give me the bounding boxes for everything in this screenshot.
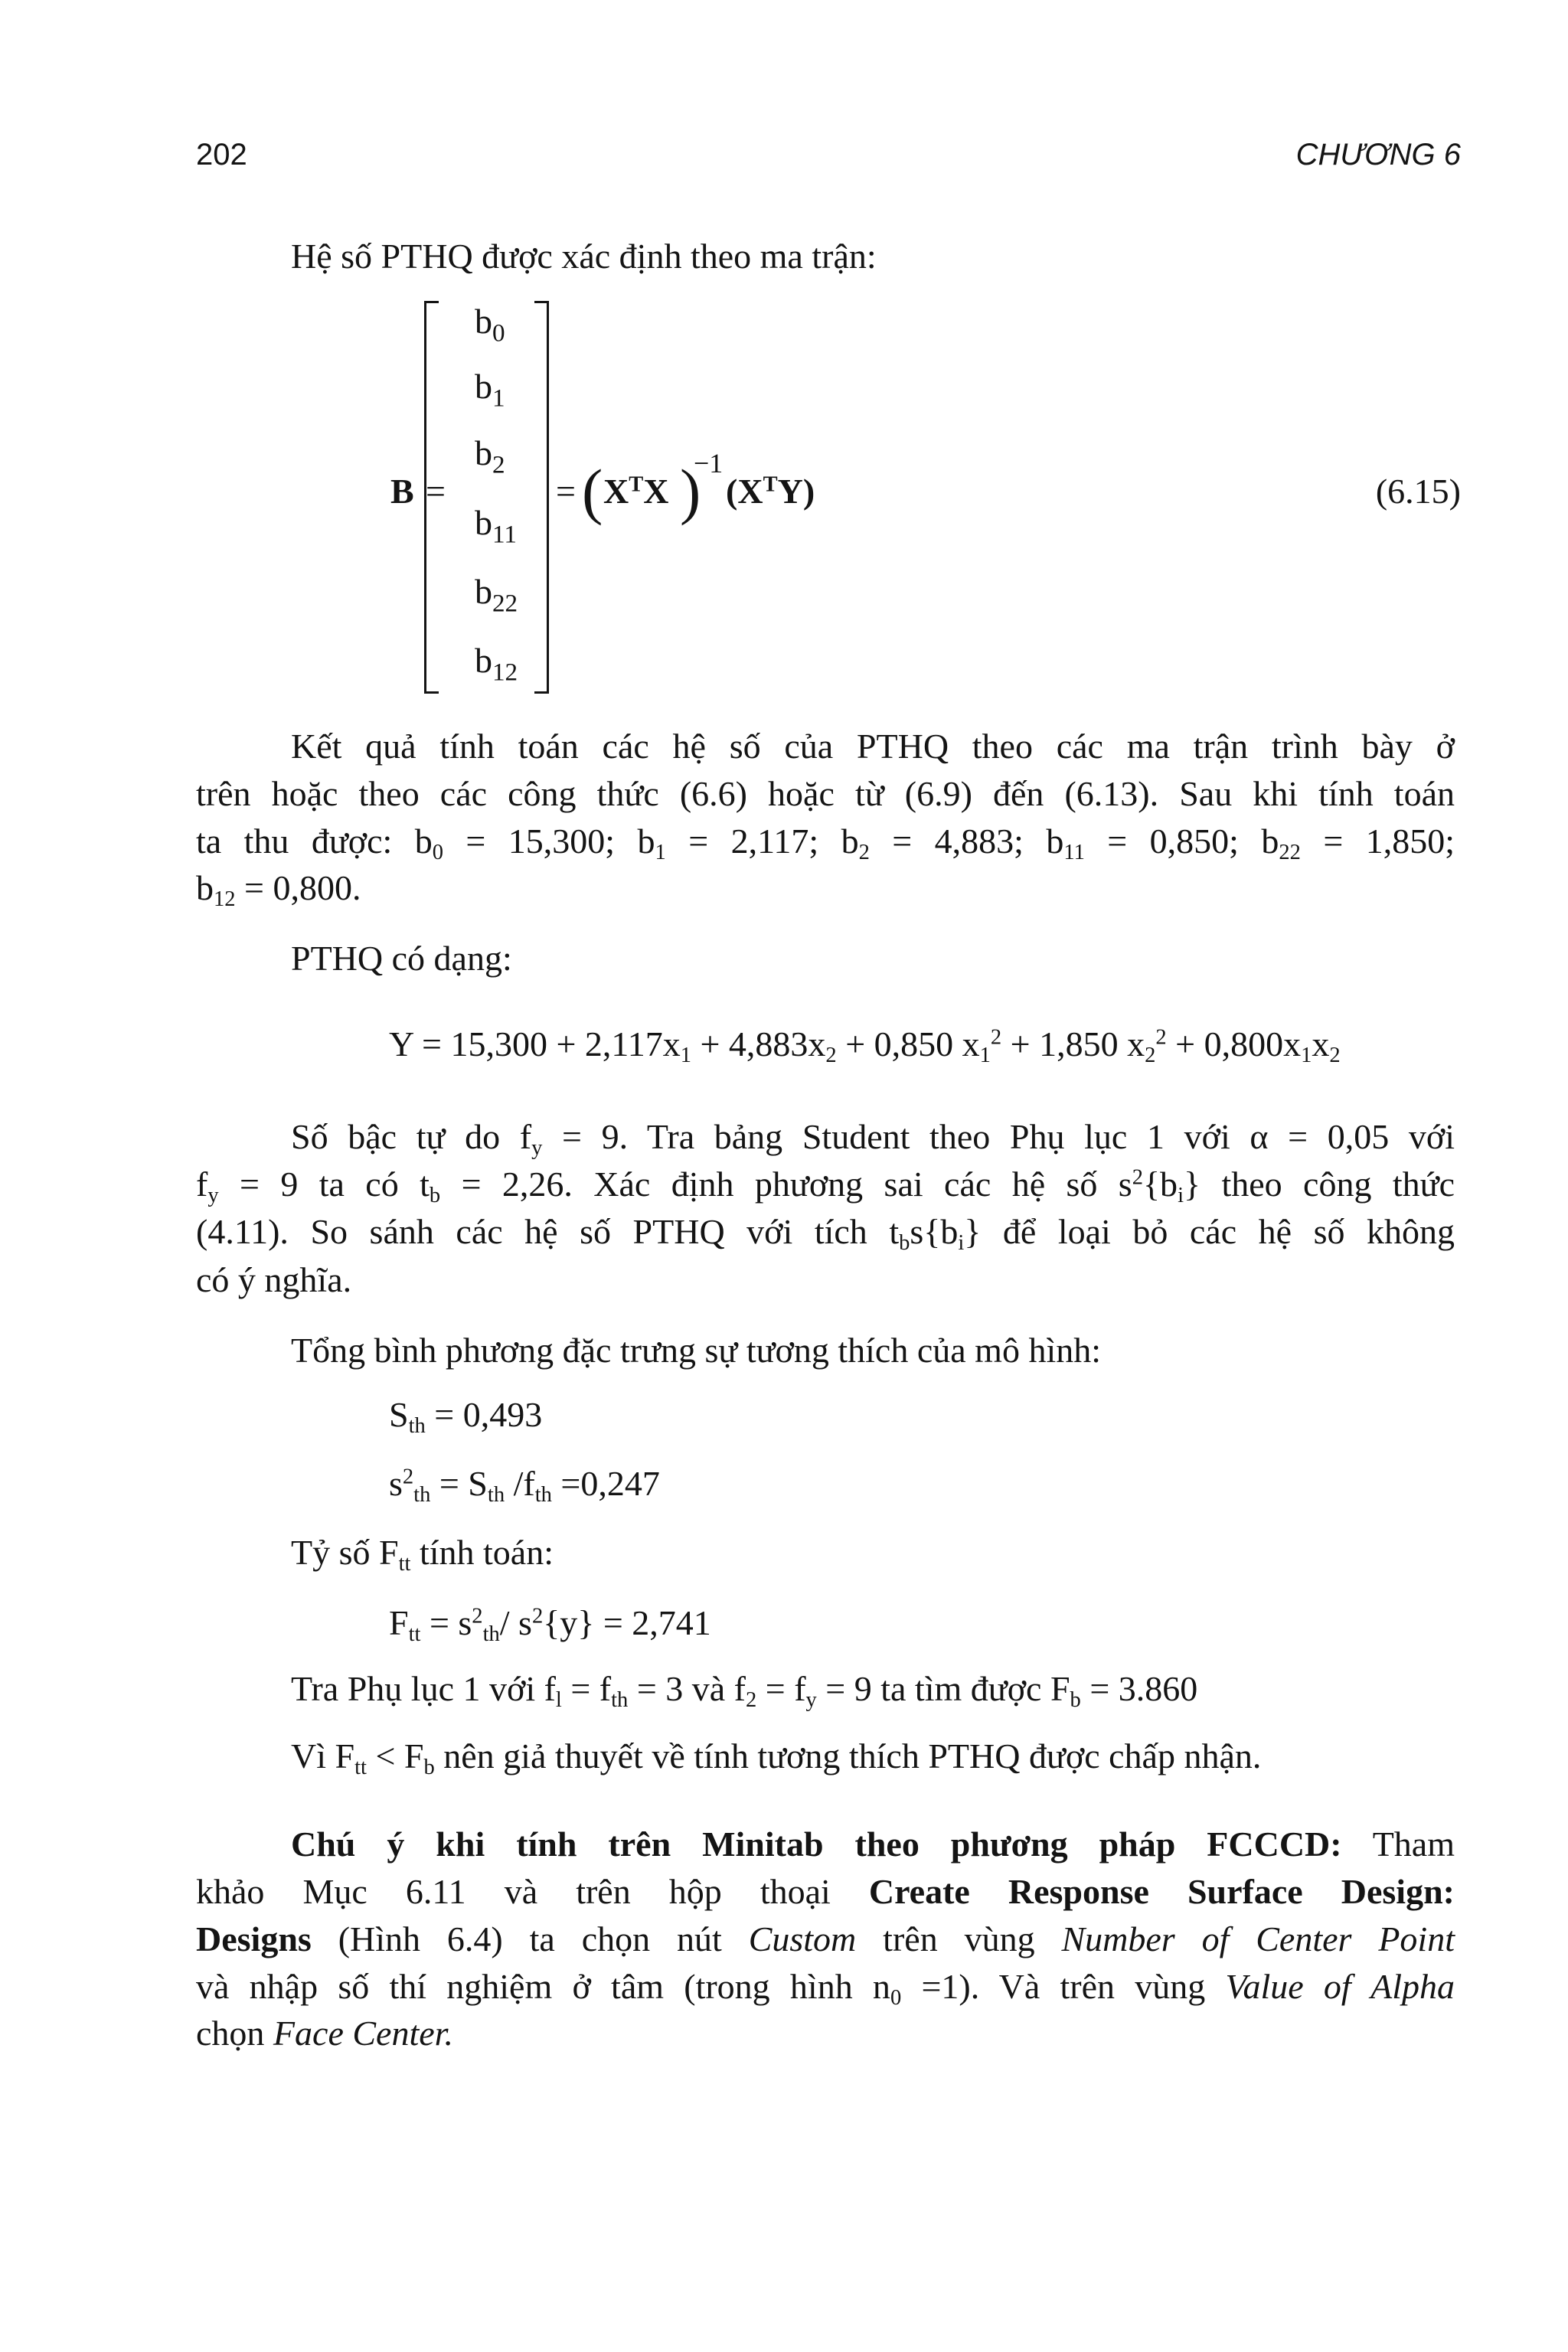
sth-value: $S_{th} = 0,493$ — [389, 1395, 543, 1438]
matrix-inverse: −1 — [694, 448, 724, 479]
para1-line2: trên hoặc theo các công thức (6.6) hoặc từ (6.9) đến (6.13). Sau khi tính toán — [196, 774, 1455, 813]
matrix-xtx: $X^TX$ — [603, 472, 669, 511]
para2-line3: (4.11). So sánh các hệ số PTHQ với tích $t_bs\{b_i\}$ để loại bỏ các hệ số không — [196, 1212, 1455, 1255]
note-line5: chọn Face Center. — [196, 2014, 453, 2053]
regression-equation: $Y = 15,300 + 2,117x_1 + 4,883x_2 + 0,850$ $x_1^2 + 1,850$ $x_2^2 + 0,800x_1x_2$ — [389, 1024, 1341, 1067]
equation-number: (6.15) — [1375, 472, 1461, 511]
matrix-equals-left: = — [426, 472, 446, 511]
para2-line2: $f_y = 9$ ta có $t_b = 2,26$. Xác định phương sai các hệ số $s^2\{b_i\}$ theo công thức — [196, 1165, 1455, 1207]
page-number: 202 — [196, 138, 247, 172]
matrix-right-bracket — [534, 301, 549, 694]
note-line3: Designs (Hình 6.4) ta chọn nút Custom trên vùng Number of Center Point — [196, 1919, 1455, 1958]
note-line4: và nhập số thí nghiệm ở tâm (trong hình $n_0 =1$). Và trên vùng Value of Alpha — [196, 1967, 1455, 2010]
matrix-xty: $(X^TY)$ — [726, 472, 815, 511]
matrix-paren-open: ( — [582, 456, 603, 526]
sum-of-squares-label: Tổng bình phương đặc trưng sự tương thích của mô hình: — [291, 1331, 1102, 1370]
s2th-value: $s^2_{th} = S_{th}$ $/f_{th} =0,247$ — [389, 1464, 660, 1507]
matrix-entry-b1: $b_1$ — [475, 367, 505, 413]
para1-line4: $b_{12} = 0,800$. — [196, 868, 361, 911]
ftt-label: Tỷ số $F_{tt}$ tính toán: — [291, 1533, 554, 1576]
ftt-equation: $F_{tt} = s^2_{th}/$ $s^2\{y\} = 2,741$ — [389, 1603, 711, 1646]
matrix-lhs: B — [390, 472, 414, 511]
para1-line1: Kết quả tính toán các hệ số của PTHQ theo các ma trận trình bày ở — [291, 727, 1455, 766]
intro-text: Hệ số PTHQ được xác định theo ma trận: — [291, 237, 877, 276]
matrix-entry-b0: $b_0$ — [475, 302, 505, 348]
chapter-title: CHƯƠNG 6 — [1295, 138, 1461, 172]
matrix-equals-right: = — [556, 472, 576, 511]
matrix-entry-b12: $b_{12}$ — [475, 641, 518, 687]
matrix-entry-b11: $b_{11}$ — [475, 503, 517, 549]
pthq-label: PTHQ có dạng: — [291, 939, 512, 978]
matrix-left-bracket — [424, 301, 439, 694]
note-line2: khảo Mục 6.11 và trên hộp thoại Create Response Surface Design: — [196, 1872, 1455, 1911]
para2-line1: Số bậc tự do $f_y = 9$. Tra bảng Student theo Phụ lục 1 với α = 0,05 với — [291, 1117, 1455, 1160]
matrix-paren-close: ) — [680, 456, 701, 526]
para2-line4: có ý nghĩa. — [196, 1260, 352, 1299]
note-line1: Chú ý khi tính trên Minitab theo phương pháp FCCCD: Tham — [291, 1824, 1455, 1864]
conclusion-line: Vì $F_{tt} < F_b$ nên giả thuyết về tính tương thích PTHQ được chấp nhận. — [291, 1736, 1262, 1779]
para1-line3: ta thu được: $b_0 = 15,300$; $b_1 = 2,117$; $b_2 = 4,883$; $b_{11} = 0,850$; $b_{22} = 1,850$; — [196, 822, 1455, 864]
matrix-entry-b2: $b_2$ — [475, 433, 505, 479]
matrix-entry-b22: $b_{22}$ — [475, 572, 518, 618]
lookup-line: Tra Phụ lục 1 với $f_l = f_{th} = 3$ và $f_2 = f_y = 9$ ta tìm được $F_b = 3.860$ — [291, 1669, 1198, 1712]
